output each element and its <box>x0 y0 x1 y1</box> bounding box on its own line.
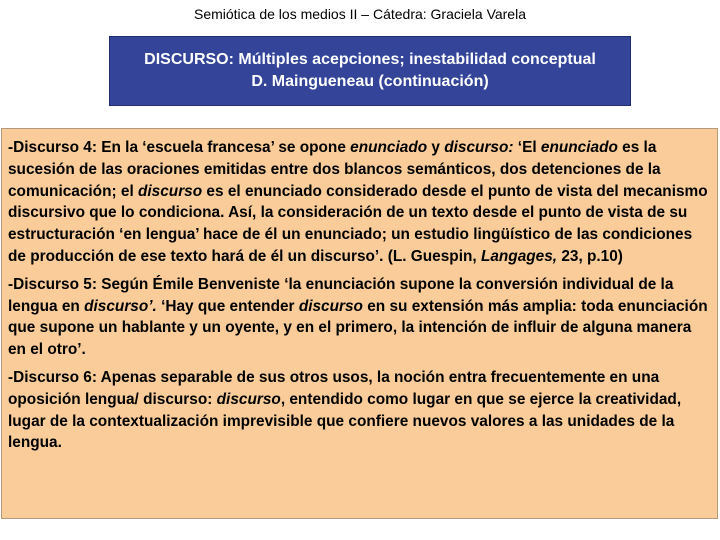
italic-term: enunciado <box>540 139 618 156</box>
paragraph-discurso-5 <box>8 274 711 361</box>
text-run: , entendido como lugar en que se ejerce la creatividad, lugar de la contextualización imprevisible que confiere nuevos valores a las unidades de la lengua. <box>8 390 682 452</box>
title-box <box>109 36 631 106</box>
page-header: Semiótica de los medios II – Cátedra: Graciela Varela <box>193 6 526 22</box>
paragraph-discurso-4 <box>8 137 711 268</box>
italic-term: discurso <box>298 297 363 315</box>
text-run: ‘Hay que entender <box>156 297 299 315</box>
paragraph-discurso-6 <box>8 367 711 454</box>
italic-term: discurso: <box>444 139 514 156</box>
content-box <box>1 128 718 519</box>
italic-term: discurso’. <box>84 297 157 315</box>
text-run: -Discurso 5: Según Émile Benveniste ‘la enunciación supone la conversión individual de la lengua en <box>8 275 674 315</box>
title-line-2: D. Maingueneau (continuación) <box>251 73 489 90</box>
italic-term: discurso <box>216 390 281 408</box>
text-run: en su extensión más amplia: toda enunciación que supone un hablante y un oyente, y en el primero, la intención de influir de alguna manera en el otro’. <box>8 297 708 359</box>
italic-term: discurso <box>138 182 203 200</box>
text-run: y <box>427 139 445 156</box>
text-run: es la sucesión de las oraciones emitidas entre dos blancos semánticos, dos detenciones de la comunicación; el <box>8 139 661 200</box>
text-run: es el enunciado considerado desde el punto de vista del mecanismo discursivo que lo condiciona. Así, la consideración de un texto desde el punto de vista de su estructuración ‘en lengua’ hace de él un enunciado; un estudio lingüístico de las condiciones de producción de ese texto hará de él un discurso’. (L. Guespin, <box>8 182 708 265</box>
text-run: 23, p.10) <box>557 247 623 265</box>
title-line-1: DISCURSO: Múltiples acepciones; inestabilidad conceptual <box>144 51 596 68</box>
italic-term: Langages, <box>480 247 558 265</box>
text-run: -Discurso 6: Apenas separable de sus otros usos, la noción entra frecuentemente en una oposición lengua/ discurso: <box>8 368 660 408</box>
text-run: -Discurso 4: En la ‘escuela francesa’ se opone <box>8 139 351 156</box>
text-run: ‘El <box>513 139 541 156</box>
italic-term: enunciado <box>350 139 428 156</box>
